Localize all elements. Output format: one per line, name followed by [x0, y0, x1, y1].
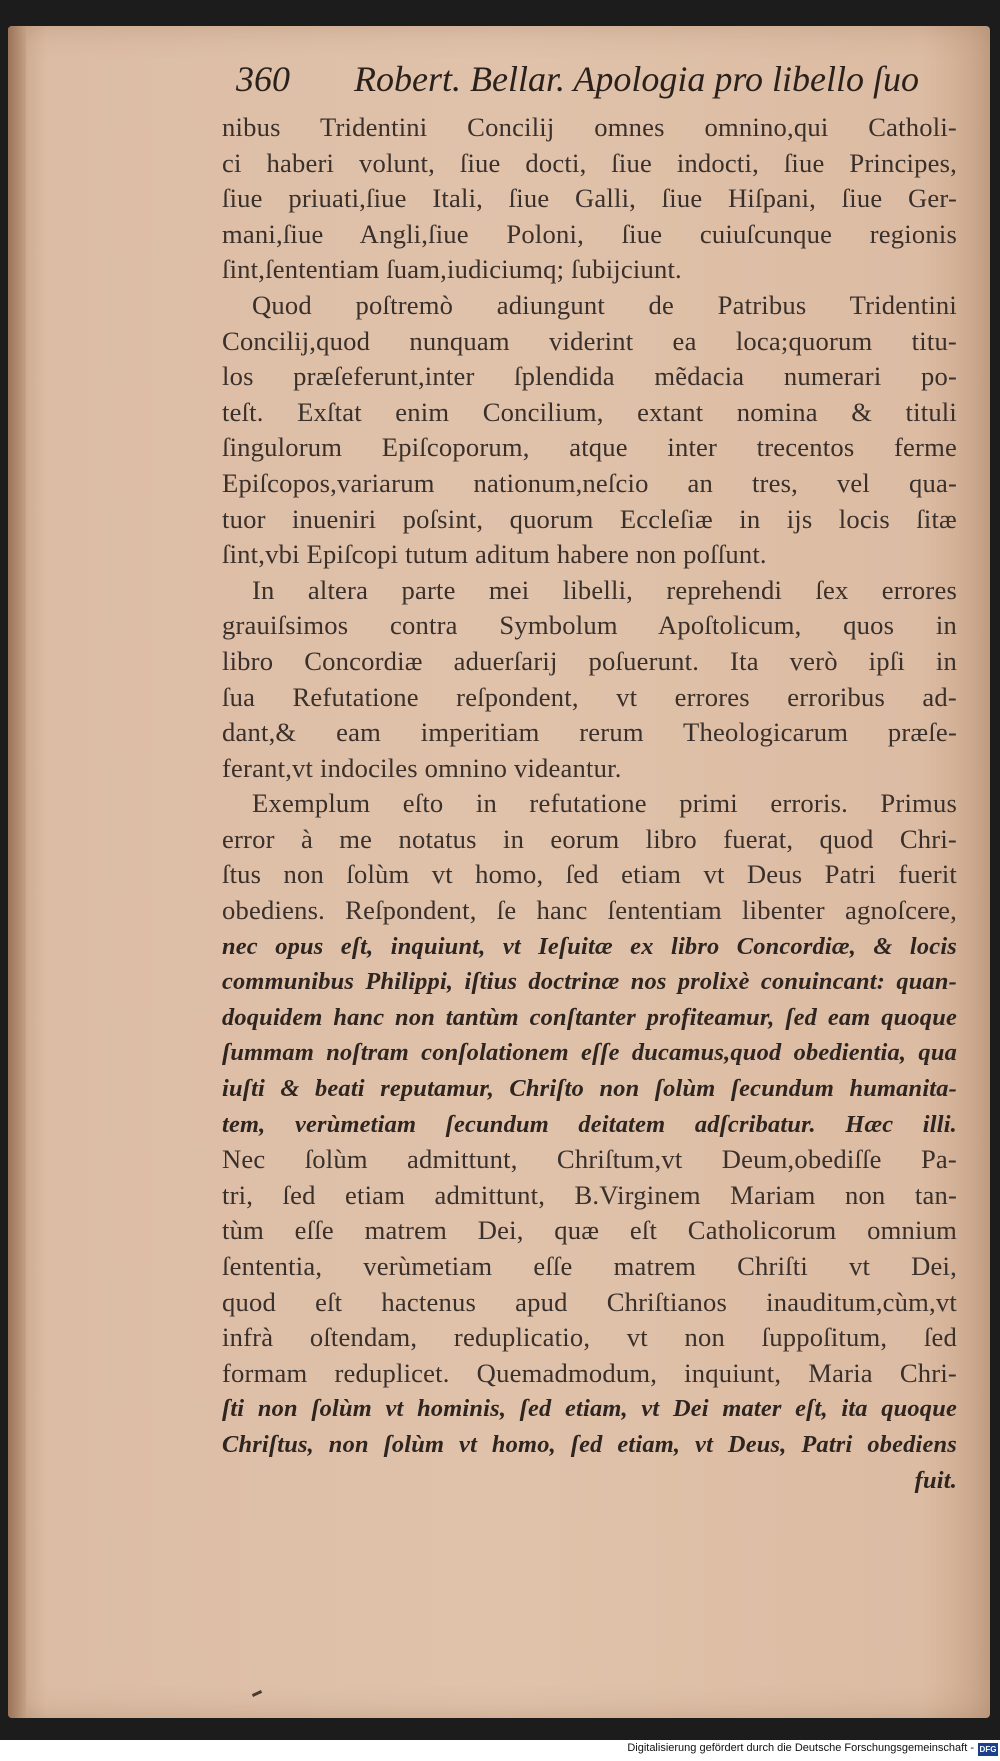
text-line: ſint,ſententiam ſuam,iudiciumq; ſubijciunt. — [222, 254, 682, 285]
digitization-footer — [0, 1740, 1000, 1761]
text-line: ſint,vbi Epiſcopi tutum aditum habere non poſſunt. — [222, 539, 767, 570]
text-line: tem, verùmetiam ſecundum deitatem adſcribatur. Hæc illi. — [222, 1110, 957, 1138]
text-line: mani,ſiue Angli,ſiue Poloni, ſiue cuiuſcunque regionis — [222, 218, 957, 249]
text-line: Nec ſolùm admittunt, Chriſtum,vt Deum,obediſſe Pa- — [222, 1144, 957, 1175]
text-line: quod eſt hactenus apud Chriſtianos inauditum,cùm,vt — [222, 1286, 957, 1317]
text-line: iuſti & beati reputamur, Chriſto non ſolùm ſecundum humanita- — [222, 1075, 957, 1103]
text-line: los præſeferunt,inter ſplendida mẽdacia numerari po- — [222, 361, 957, 392]
text-line: communibus Philippi, iſtius doctrinæ nos prolixè conuincant: quan- — [222, 968, 957, 996]
text-line: Quod poſtremò adiungunt de Patribus Tridentini — [252, 289, 957, 320]
page-header — [236, 58, 936, 108]
text-line: ſti non ſolùm vt hominis, ſed etiam, vt Dei mater eſt, ita quoque — [222, 1395, 957, 1423]
text-line: ſiue priuati,ſiue Itali, ſiue Galli, ſiue Hiſpani, ſiue Ger- — [222, 183, 957, 214]
text-line: tuor inueniri poſsint, quorum Eccleſiæ in ijs locis ſitæ — [222, 503, 957, 534]
text-line: Concilij,quod nunquam viderint ea loca;quorum titu- — [222, 325, 957, 356]
text-line: ſententia, verùmetiam eſſe matrem Chriſti vt Dei, — [222, 1251, 957, 1281]
text-line: ſtus non ſolùm vt homo, ſed etiam vt Deus Patri fuerit — [222, 859, 957, 890]
text-line: ſua Refutatione reſpondent, vt errores erroribus ad- — [222, 681, 957, 712]
text-line: Exemplum eſto in refutatione primi erroris. Primus — [252, 788, 957, 819]
text-line: nec opus eſt, inquiunt, vt Ieſuitæ ex libro Concordiæ, & locis — [222, 932, 957, 960]
catchword: fuit. — [914, 1466, 957, 1494]
text-line: doquidem hanc non tantùm conſtanter profiteamur, ſed eam quoque — [222, 1003, 957, 1031]
text-line: tri, ſed etiam admittunt, B.Virginem Mariam non tan- — [222, 1179, 957, 1210]
dfg-logo-icon: DFG — [979, 1745, 997, 1754]
text-line: ferant,vt indociles omnino videantur. — [222, 752, 622, 783]
page-gutter — [8, 26, 26, 1718]
text-line: grauiſsimos contra Symbolum Apoſtolicum, quos in — [222, 610, 957, 641]
text-line: ſummam noſtram conſolationem eſſe ducamus,quod obedientia, qua — [222, 1039, 957, 1067]
text-line: libro Concordiæ aduerſarij poſuerunt. Ita verò ipſi in — [222, 645, 957, 676]
text-line: nibus Tridentini Concilij omnes omnino,qui Catholi- — [222, 112, 957, 142]
text-line: ci haberi volunt, ſiue docti, ſiue indocti, ſiue Principes, — [222, 147, 957, 178]
text-line: In altera parte mei libelli, reprehendi ſex errores — [252, 574, 957, 605]
text-line: Chriſtus, non ſolùm vt homo, ſed etiam, vt Deus, Patri obediens — [222, 1430, 957, 1458]
text-line: infrà oſtendam, reduplicatio, vt non ſuppoſitum, ſed — [222, 1322, 957, 1353]
text-line: error à me notatus in eorum libro fuerat, quod Chri- — [222, 823, 957, 854]
text-line: dant,& eam imperitiam rerum Theologicarum præſe- — [222, 717, 957, 748]
text-line: Epiſcopos,variarum nationum,neſcio an tres, vel qua- — [222, 467, 957, 498]
text-line: formam reduplicet. Quemadmodum, inquiunt, Maria Chri- — [222, 1357, 957, 1388]
text-line: obediens. Reſpondent, ſe hanc ſententiam libenter agnoſcere, — [222, 895, 957, 926]
footer-credit: Digitalisierung gefördert durch die Deutsche Forschungsgemeinschaft - — [627, 1742, 974, 1754]
running-head: Robert. Bellar. Apologia pro libello ſuo — [354, 59, 919, 99]
text-line: tùm eſſe matrem Dei, quæ eſt Catholicorum omnium — [222, 1215, 957, 1246]
text-line: teſt. Exſtat enim Concilium, extant nomina & tituli — [222, 396, 957, 427]
page-number: 360 — [236, 59, 290, 99]
text-line: ſingulorum Epiſcoporum, atque inter trecentos ferme — [222, 432, 957, 463]
body-text — [222, 110, 957, 1498]
